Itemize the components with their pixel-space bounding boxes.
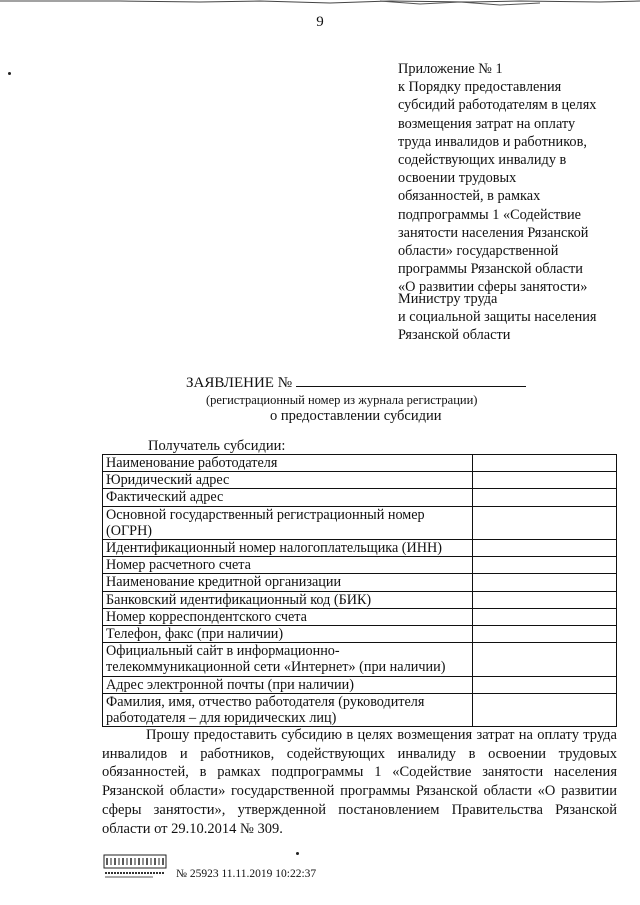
recipient-info-table: [102, 454, 617, 727]
row-value-cell[interactable]: [473, 608, 617, 625]
row-label: Фактический адрес: [103, 489, 473, 506]
table-row: [103, 608, 617, 625]
row-value-cell[interactable]: [473, 626, 617, 643]
appendix-line: подпрограммы 1 «Содействие: [398, 206, 581, 223]
table-row: [103, 626, 617, 643]
row-label: Наименование работодателя: [103, 455, 473, 472]
registry-stamp-icon: [103, 854, 167, 880]
table-row: [103, 540, 617, 557]
row-value-cell[interactable]: [473, 540, 617, 557]
addressee-block: [398, 290, 628, 345]
appendix-line: субсидий работодателям в целях: [398, 97, 597, 114]
row-value-cell[interactable]: [473, 506, 617, 539]
table-row: [103, 676, 617, 693]
title-text: ЗАЯВЛЕНИЕ №: [186, 375, 293, 391]
application-subtitle: о предоставлении субсидии: [270, 408, 442, 424]
row-label: Фамилия, имя, отчество работодателя (руководителя работодателя – для юридических лиц): [103, 693, 473, 726]
appendix-line: обязанностей, в рамках: [398, 188, 541, 205]
row-label: Идентификационный номер налогоплательщика (ИНН): [103, 540, 473, 557]
row-label: Официальный сайт в информационно-телекоммуникационной сети «Интернет» (при наличии): [103, 643, 473, 676]
row-value-cell[interactable]: [473, 489, 617, 506]
row-value-cell[interactable]: [473, 676, 617, 693]
row-value-cell[interactable]: [473, 455, 617, 472]
row-label: Банковский идентификационный код (БИК): [103, 591, 473, 608]
recipient-label: Получатель субсидии:: [148, 438, 286, 454]
request-text: Прошу предоставить субсидию в целях возмещения затрат на оплату труда инвалидов и работников, содействующих инвалиду в освоении трудовых обязанностей, в рамках подпрограммы 1 «Содействие занятости населения Рязанской области» государственной программы Рязанской области «О развитии сферы занятости», утвержденной постановлением Правительства Рязанской области от 29.10.2014 № 309.: [102, 727, 617, 837]
appendix-line: Приложение № 1: [398, 61, 503, 77]
appendix-line: программы Рязанской области: [398, 261, 583, 278]
table-row: [103, 591, 617, 608]
appendix-line: освоении трудовых: [398, 170, 517, 187]
row-value-cell[interactable]: [473, 591, 617, 608]
table-row: [103, 643, 617, 676]
addressee-line: Рязанской области: [398, 327, 511, 344]
table-row: [103, 557, 617, 574]
appendix-line: содействующих инвалиду в: [398, 152, 567, 169]
table-row: [103, 693, 617, 726]
row-label: Юридический адрес: [103, 472, 473, 489]
table-row: [103, 455, 617, 472]
row-label: Адрес электронной почты (при наличии): [103, 676, 473, 693]
row-label: Телефон, факс (при наличии): [103, 626, 473, 643]
row-value-cell[interactable]: [473, 557, 617, 574]
row-value-cell[interactable]: [473, 574, 617, 591]
appendix-line: возмещения затрат на оплату: [398, 115, 576, 132]
addressee-line: Министру труда: [398, 291, 498, 307]
table-row: [103, 506, 617, 539]
appendix-line: к Порядку предоставления: [398, 79, 562, 96]
row-label: Номер корреспондентского счета: [103, 608, 473, 625]
scan-speck: [8, 72, 11, 75]
appendix-line: области» государственной: [398, 243, 559, 260]
document-registration-id: № 25923 11.11.2019 10:22:37: [176, 868, 317, 880]
table-row: [103, 574, 617, 591]
application-title: [186, 374, 526, 392]
table-row: [103, 472, 617, 489]
row-value-cell[interactable]: [473, 643, 617, 676]
registration-number-blank[interactable]: [296, 374, 526, 387]
row-value-cell[interactable]: [473, 472, 617, 489]
row-value-cell[interactable]: [473, 693, 617, 726]
request-paragraph: [102, 726, 617, 838]
table-row: [103, 489, 617, 506]
row-label: Номер расчетного счета: [103, 557, 473, 574]
scan-speck: [296, 852, 299, 855]
appendix-line: занятости населения Рязанской: [398, 224, 589, 241]
appendix-line: «О развитии сферы занятости»: [398, 279, 588, 296]
row-label: Наименование кредитной организации: [103, 574, 473, 591]
addressee-line: и социальной защиты населения: [398, 309, 597, 326]
row-label: Основной государственный регистрационный номер (ОГРН): [103, 506, 473, 539]
page-number: 9: [316, 14, 324, 30]
registration-hint: (регистрационный номер из журнала регистрации): [206, 393, 478, 407]
appendix-header: [398, 60, 628, 297]
scan-edge-noise: [0, 0, 640, 10]
appendix-line: труда инвалидов и работников,: [398, 133, 587, 150]
